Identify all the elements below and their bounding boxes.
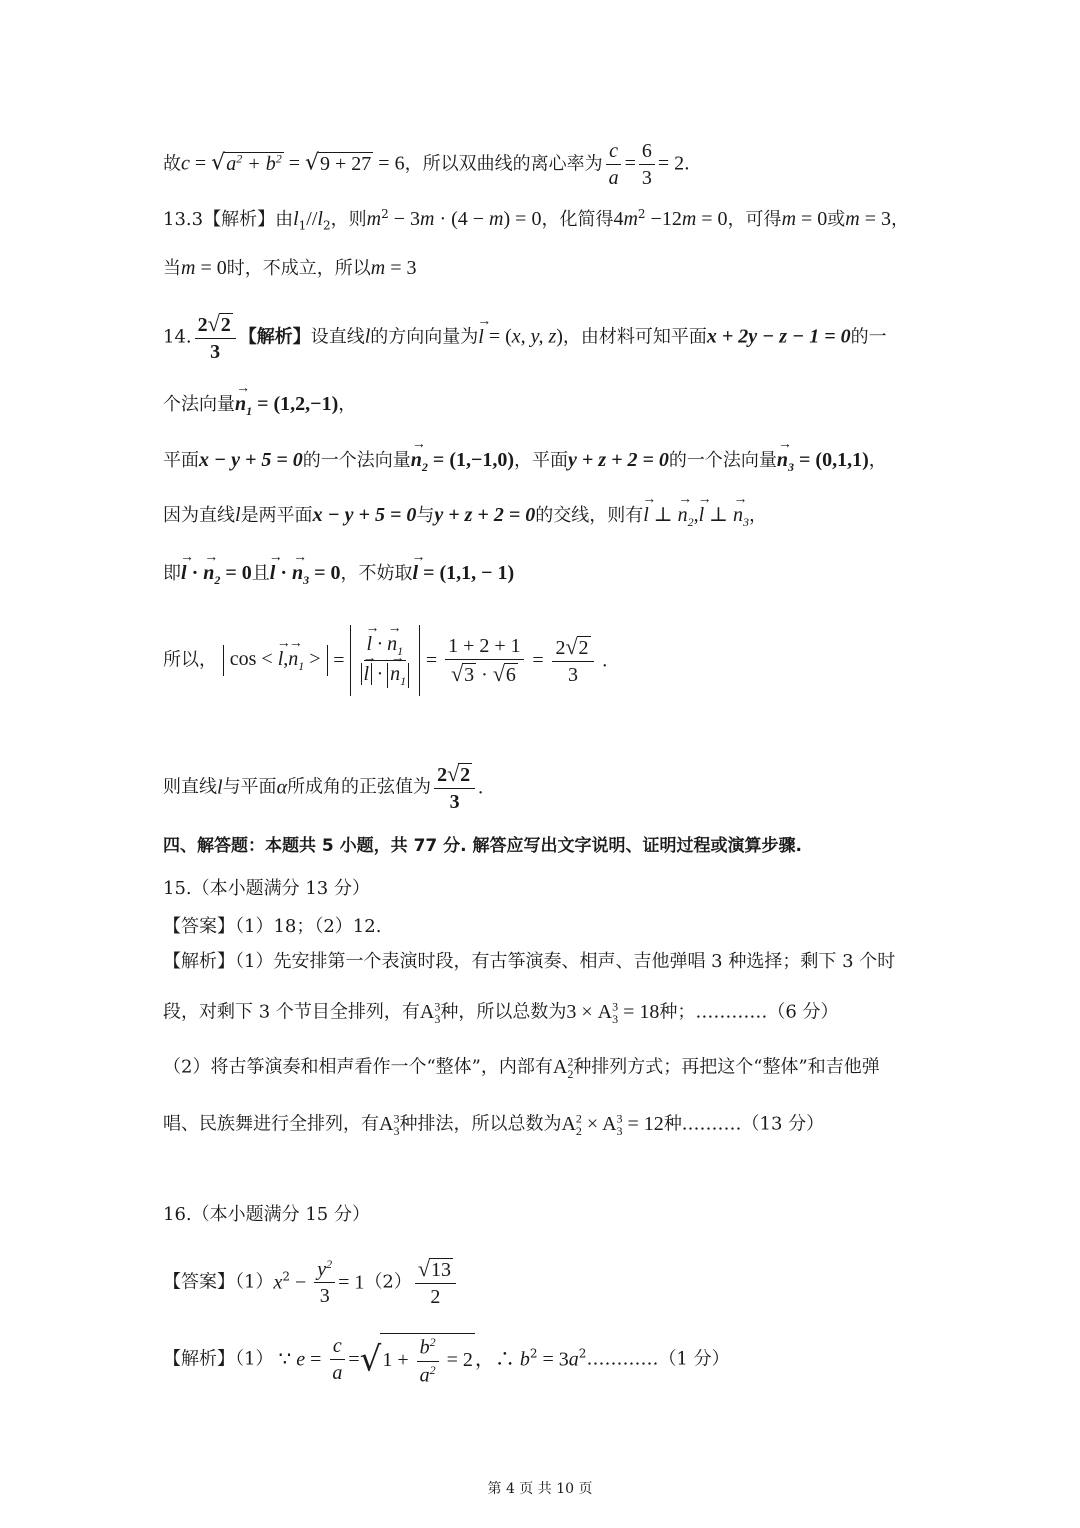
q13-solution-cont: 当m = 0时，不成立，所以m = 3 xyxy=(163,257,417,279)
q14-solution-4: 因为直线l是两平面x − y + 5 = 0与y + z + 2 = 0的交线，则有→ l ⊥ → $n_2,\to l$ ⊥ → $n_3$， xyxy=(163,505,767,528)
q14-cos-formula: 所以， cos < → $l,\to n_1$ > = → l · → $n_1$ → l · → $n_1$ = $\frac{1 + 2 + 1}{√3 \cdot √6}$ = $\frac{2√2}{3}$ . xyxy=(163,625,607,696)
q14-solution-5: 即→ l · → $n_2 = 0$且→ l · → $n_3 = 0$，不妨取→ l = (1,1, − 1) xyxy=(163,563,514,586)
q14-solution-3: 平面x − y + 5 = 0的一个法向量→ $n_2 = (1,-1,0)$，平面y + z + 2 = 0的一个法向量→ $n_3 = (0,1,1)$， xyxy=(163,450,887,473)
page-footer: 第 4 页 共 10 页 xyxy=(487,1481,593,1497)
q16-title: 16.（本小题满分 15 分） xyxy=(163,1204,370,1225)
q16-analysis: 【解析】（1） ∵ e = $\frac{c}{a}$ =√1 + $\frac{b^2}{a^2}$ = 2 ，∴ $b^2$ = $3a^2\dots\dots\dots\dots(1$ 分） xyxy=(163,1335,730,1387)
eccentricity-line: 故$c = √a^2 + b^2 = √9 + 27 = 6$，所以双曲线的离心率为 $\frac{c}{a}$ = $\frac{6}{3}$ = 2． xyxy=(163,140,703,189)
section-heading: 四、解答题：本题共 5 小题，共 77 分. 解答应写出文字说明、证明过程或演算步骤. xyxy=(163,836,802,856)
q14-solution-2: 个法向量→ $n_1 = (1,2,-1)$， xyxy=(163,394,356,417)
q13-solution: 13.3【解析】由$l_1//l_2$，则$m^2 - 3m \cdot (4 - m) = 0$，化简得$4m^2 -12m = 0$，可得m = 0或m = 3， xyxy=(163,207,910,233)
q14-conclusion: 则直线l与平面α所成角的正弦值为 $\frac{2√2}{3}$ . xyxy=(163,761,484,814)
q15-title: 15.（本小题满分 13 分） xyxy=(163,878,370,899)
q15-analysis-3: （2）将古筝演奏和相声看作一个“整体”，内部有$A^2_2$种排列方式；再把这个“整体”和吉他弹 xyxy=(163,1054,880,1081)
q15-analysis-1: 【解析】（1）先安排第一个表演时段，有古筝演奏、相声、吉他弹唱 3 种选择；剩下 3 个时 xyxy=(163,951,896,972)
q15-answer: 【答案】（1）18；（2）12. xyxy=(163,916,382,937)
q15-analysis-2: 段，对剩下 3 个节目全排列，有$A^3_3$种，所以总数为$3 \times A^3_3 = 18$种；…………（6 分） xyxy=(163,999,839,1026)
q16-answer: 【答案】$(1)x^2$ − $\frac{y^2}{3}$ = 1（2） $\frac{√13}{2}$ xyxy=(163,1257,459,1308)
q14-solution-1: 14. $\frac{2√2}{3}$ 【解析】设直线l的方向向量为→ l = (x, y, z)，由材料可知平面x + 2y − z − 1 = 0的一 xyxy=(163,312,887,363)
q15-analysis-4: 唱、民族舞进行全排列，有$A^3_3$种排法，所以总数为$A^2_2 \times A^3_3 = 12$种.………（13 分） xyxy=(163,1111,825,1138)
